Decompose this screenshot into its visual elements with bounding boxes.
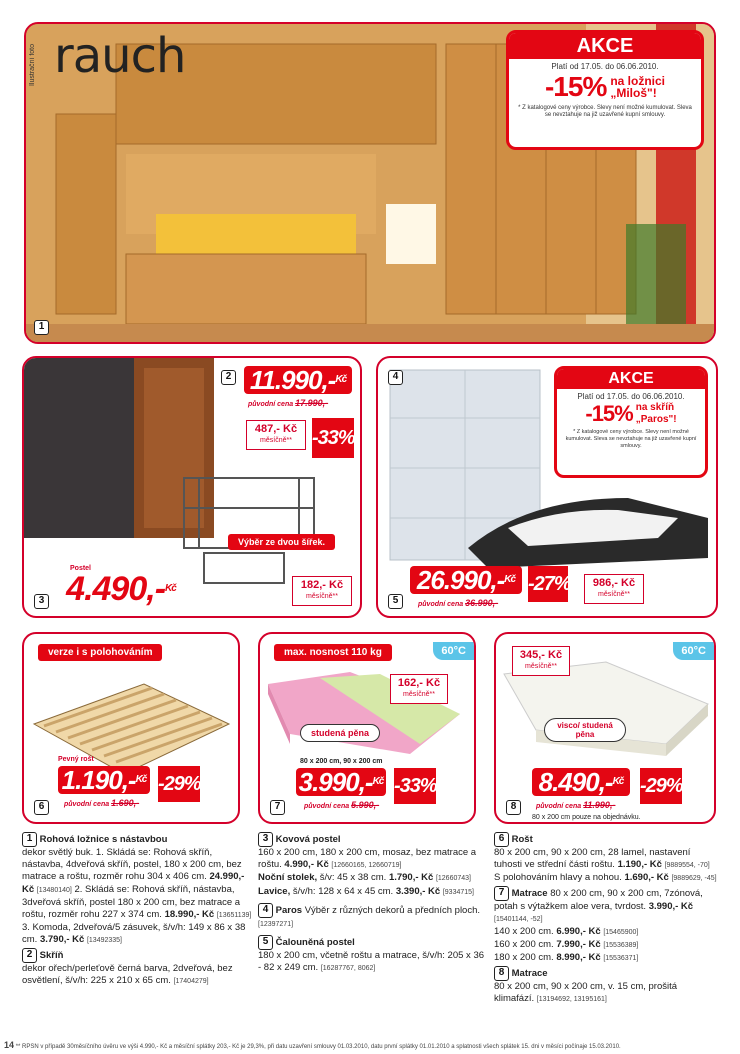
old-label: původní cena	[248, 401, 294, 408]
monthly-price: 487,- Kč	[254, 423, 298, 435]
desc-heading: Matrace	[511, 887, 548, 899]
item-number-2: 2	[221, 370, 236, 385]
desc-heading: Rošt	[511, 834, 533, 846]
wardrobe-price-value: 11.990,-	[249, 365, 336, 395]
desc-code: [13480140]	[36, 886, 72, 894]
monthly-label: měsíčně**	[598, 591, 630, 598]
base-old-price	[64, 798, 139, 808]
hero-box	[24, 22, 716, 344]
item-number-5: 5	[388, 594, 403, 609]
fixed-base-label: Pevný rošt	[58, 756, 94, 763]
paros-bed-price	[410, 566, 522, 594]
footer	[4, 1040, 621, 1050]
wardrobe-old-price	[248, 398, 328, 408]
desc-text: š/v/h: 128 x 64 x 45 cm.	[292, 885, 394, 897]
product-box-mattress-aloe	[258, 632, 476, 824]
akce-footnote: * Z katalogové ceny výrobce. Slevy není možné kumulovat. Sleva se nevztahuje na již uzavřené kupní smlouvy.	[518, 105, 692, 118]
monthly-price: 162,- Kč	[397, 677, 441, 689]
price-value: 3.990,-	[298, 767, 373, 797]
old-price-value: 36.990,-	[465, 598, 499, 608]
desc-heading: Paros	[275, 904, 303, 916]
item-number-7: 7	[270, 800, 285, 815]
desc-text: 3. Komoda, 2dveřová/5 zásuvek, š/v/h: 149 x 86 x 38 cm.	[22, 922, 246, 946]
base-price	[58, 766, 150, 794]
bed-label: Postel	[70, 565, 92, 572]
desc-price: 24.990,- Kč	[22, 871, 245, 895]
old-price-value: 11.990,-	[583, 800, 616, 810]
akce-target: na ložnici	[610, 74, 666, 88]
desc-code: [13492335]	[86, 937, 123, 945]
desc-price: 3.390,- Kč	[395, 885, 441, 897]
monthly-label: měsíčně**	[306, 593, 338, 600]
base-discount: -29%	[158, 766, 200, 802]
visco-old-price	[536, 800, 615, 810]
desc-price: 4.990,- Kč	[284, 859, 329, 871]
desc-code: [9889554, -70]	[664, 862, 710, 870]
bed-price-suffix: Kč	[165, 583, 176, 594]
monthly-price: 345,- Kč	[519, 649, 563, 661]
desc-text: 180 x 200 cm, včetně roštu a matrace, š/v/h: 205 x 36 - 82 x 249 cm.	[258, 950, 485, 974]
desc-price: 18.990,- Kč	[164, 909, 215, 921]
product-box-paros	[376, 356, 718, 618]
monthly-price: 182,- Kč	[300, 579, 344, 591]
item-number-4: 4	[388, 370, 403, 385]
desc-number: 2	[22, 948, 37, 963]
desc-code: [13651139]	[216, 912, 252, 920]
adjustable-badge: verze i s polohováním	[38, 644, 162, 661]
monthly-label: měsíčně**	[525, 663, 557, 670]
akce-promo	[506, 30, 704, 150]
desc-heading: Rohová ložnice s nástavbou	[39, 834, 168, 846]
desc-price: 7.990,- Kč	[556, 939, 601, 951]
desc-code: [12660165, 12660719]	[331, 862, 402, 870]
price-suffix: Kč	[504, 574, 516, 585]
akce-name: „Paros"!	[635, 414, 677, 425]
old-label: původní cena	[64, 801, 110, 808]
desc-code: [9334715]	[442, 888, 474, 896]
desc-heading: Matrace	[511, 967, 548, 979]
width-choice-badge: Výběr ze dvou šířek.	[228, 534, 335, 550]
desc-heading: Čalouněná postel	[275, 937, 355, 949]
akce-footnote: * Z katalogové ceny výrobce. Slevy není možné kumulovat. Sleva se nevztahuje na již uzavřené kupní smlouvy.	[565, 429, 697, 449]
price-value: 1.190,-	[61, 765, 136, 795]
desc-text: S polohováním hlavy a nohou.	[494, 872, 622, 884]
desc-number: 3	[258, 832, 273, 847]
price-suffix: Kč	[612, 776, 624, 787]
wardrobe-price-suffix: Kč	[335, 374, 347, 385]
mattress-discount: -33%	[394, 768, 436, 804]
old-label: původní cena	[418, 601, 464, 608]
monthly-label: měsíčně**	[260, 437, 292, 444]
mattress-old-price	[304, 800, 379, 810]
desc-text: 2. Skládá se: Rohová skříň, nástavba, 3dveřová skříň, postel 180 x 200 cm, bez matrace a roštu, rozměr rohu 227 x 374 cm.	[22, 883, 241, 921]
old-label: původní cena	[536, 803, 582, 810]
product-box-slatted-base	[22, 632, 240, 824]
desc-text: dekor světlý buk. 1. Skládá se: Rohová skříň, nástavba, 4dveřová skříň, postel, 180 x 200 cm, bez matrace a roštu, rozměr rohu 304 x 406 cm.	[22, 847, 242, 883]
visco-price	[532, 768, 630, 796]
akce-target: na skříň	[635, 402, 675, 413]
desc-subheading: Noční stolek,	[258, 872, 318, 884]
wardrobe-monthly	[246, 420, 306, 450]
desc-text: Výběr z různých dekorů a předních ploch.	[304, 904, 481, 916]
akce-header: AKCE	[557, 369, 705, 389]
desc-code: [12397271]	[258, 920, 294, 928]
desc-column-1	[22, 832, 252, 988]
old-price-value: 1.690,-	[111, 798, 140, 808]
desc-text: 140 x 200 cm.	[494, 926, 554, 938]
wardrobe-price	[244, 366, 352, 394]
desc-number: 4	[258, 903, 273, 918]
desc-text: dekor ořech/perleťově černá barva, 2dveřová, bez osvětlení, š/v/h: 225 x 210 x 65 cm.	[22, 962, 233, 986]
desc-text: 160 x 200 cm.	[494, 939, 554, 951]
desc-text: 160 x 200 cm, 180 x 200 cm, mosaz, bez matrace a roštu.	[258, 847, 477, 871]
desc-code: [15536371]	[603, 955, 639, 963]
akce-valid: Platí od 17.05. do 06.06.2010.	[577, 392, 685, 401]
akce-discount: -15%	[544, 71, 607, 102]
old-price-value: 17.990,-	[295, 398, 329, 408]
monthly-label: měsíčně**	[403, 691, 435, 698]
old-price-value: 5.990,-	[351, 800, 380, 810]
brand-logo: rauch	[54, 28, 186, 84]
desc-text: 180 x 200 cm.	[494, 952, 554, 964]
max-load-badge: max. nosnost 110 kg	[274, 644, 392, 661]
desc-number: 5	[258, 935, 273, 950]
price-suffix: Kč	[135, 774, 147, 785]
item-number-3: 3	[34, 594, 49, 609]
akce-header: AKCE	[509, 33, 701, 59]
desc-price: 3.790,- Kč	[39, 934, 85, 946]
desc-price: 8.990,- Kč	[556, 952, 601, 964]
akce-name: „Miloš"!	[610, 86, 657, 100]
desc-text: 80 x 200 cm, 90 x 200 cm, 7zónová, potah s výtažkem aloe vera, tvrdost.	[494, 887, 703, 912]
desc-code: [13194692, 13195161]	[536, 995, 607, 1003]
visco-discount: -29%	[640, 768, 682, 804]
wash-temp-badge: 60°C	[673, 642, 714, 660]
desc-number: 6	[494, 832, 509, 847]
wash-temp-badge: 60°C	[433, 642, 474, 660]
page-number: 14	[4, 1040, 15, 1050]
footer-text: ** RPSN v případě 30měsíčního úvěru ve výši 4.990,- Kč a měsíční splátky 203,- Kč je 29,3%, při datu uzavření smlouvy 01.03.2010, datu první splátky 01.01.2010 a splatnosti všech splátek 15. dni v měsíci počínaje 15.03.2010.	[15, 1044, 621, 1050]
wardrobe-discount: -33%	[312, 418, 354, 458]
monthly-price: 986,- Kč	[592, 577, 636, 589]
desc-text: 80 x 200 cm, 90 x 200 cm, 28 lamel, nastavení tuhosti ve střední části roštu.	[494, 847, 691, 871]
bed-price	[62, 572, 180, 606]
akce-discount: -15%	[585, 401, 633, 426]
old-label: původní cena	[304, 803, 350, 810]
foam-label: studená pěna	[300, 724, 380, 742]
desc-code: [16287767, 8062]	[320, 965, 376, 973]
desc-heading: Kovová postel	[275, 834, 341, 846]
item-number-8: 8	[506, 800, 521, 815]
item-number: 1	[34, 320, 49, 335]
paros-old-price	[418, 598, 498, 608]
mattress-monthly	[390, 674, 448, 704]
mattress-sizes: 80 x 200 cm, 90 x 200 cm	[300, 758, 383, 765]
desc-subheading: Lavice,	[258, 885, 291, 897]
desc-code: [15536389]	[603, 942, 639, 950]
desc-text: 80 x 200 cm, 90 x 200 cm, v. 15 cm, prošitá klimafází.	[494, 980, 678, 1004]
desc-number: 7	[494, 886, 509, 901]
desc-heading: Skříň	[39, 949, 64, 961]
desc-code: [15465900]	[603, 929, 639, 937]
desc-price: 1.790,- Kč	[388, 872, 434, 884]
akce-valid: Platí od 17.05. do 06.06.2010.	[551, 62, 659, 71]
desc-price: 1.690,- Kč	[624, 872, 669, 884]
paros-monthly	[584, 574, 644, 604]
bed-monthly	[292, 576, 352, 606]
price-value: 26.990,-	[416, 565, 505, 595]
desc-column-2	[258, 832, 484, 975]
desc-code: [12660743]	[435, 875, 471, 883]
desc-number: 1	[22, 832, 37, 847]
product-box-wardrobe-bed	[22, 356, 362, 618]
price-value: 8.490,-	[538, 767, 613, 797]
desc-code: [9889629, -45]	[671, 875, 717, 883]
paros-discount: -27%	[528, 566, 568, 602]
desc-text: š/v: 45 x 38 cm.	[319, 872, 387, 884]
price-suffix: Kč	[372, 776, 384, 787]
desc-price: 1.190,- Kč	[617, 859, 662, 871]
item-number-6: 6	[34, 800, 49, 815]
slatted-base-photo	[24, 634, 240, 824]
desc-price: 6.990,- Kč	[556, 926, 601, 938]
visco-monthly	[512, 646, 570, 676]
order-note: 80 x 200 cm pouze na objednávku.	[532, 814, 641, 821]
side-label: Ilustrační foto	[29, 44, 36, 87]
foam-label: visco/ studená pěna	[544, 718, 626, 742]
desc-code: [15401144, -52]	[494, 915, 543, 923]
bed-price-value: 4.490,-	[66, 570, 166, 608]
desc-code: [17404279]	[173, 977, 209, 985]
desc-price: 3.990,- Kč	[648, 900, 694, 912]
akce-promo-paros	[554, 366, 708, 478]
product-box-mattress-visco	[494, 632, 716, 824]
desc-number: 8	[494, 966, 509, 981]
mattress-price	[296, 768, 386, 796]
desc-column-3	[494, 832, 718, 1006]
